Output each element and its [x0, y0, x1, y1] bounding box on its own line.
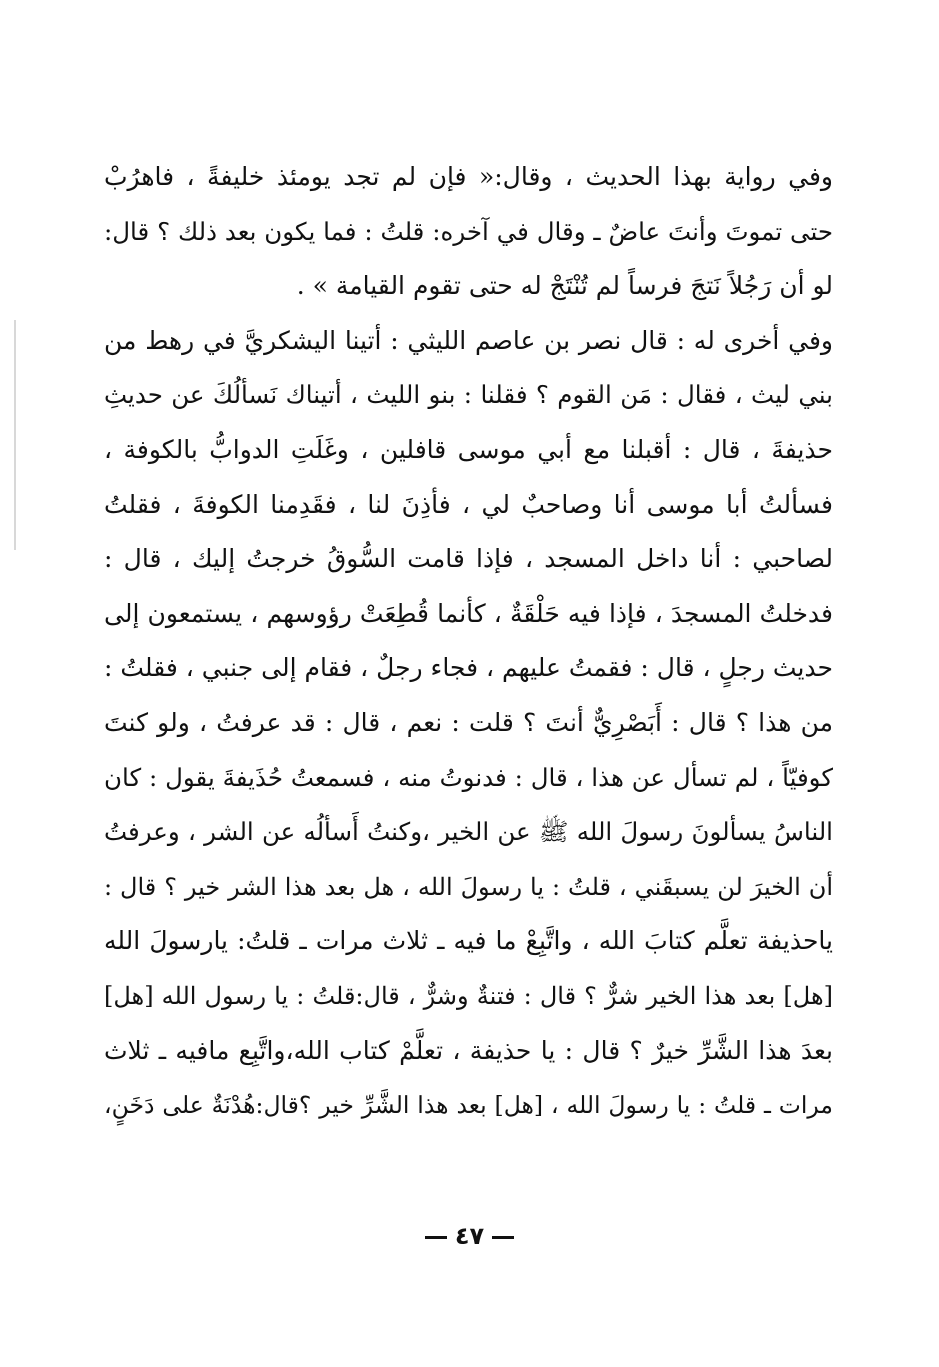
page-number-value: ٤٧	[454, 1222, 485, 1250]
page-number-dash-left	[425, 1236, 447, 1239]
text-line: لو أن رَجُلاً نَتجَ فرساً لم تُنْتَجْ له حتى تقوم القيامة » .	[296, 271, 833, 301]
text-line: فدخلتُ المسجدَ ، فإذا فيه حَلْقَةٌ ، كأنما قُطِعَتْ رؤوسهم ، يستمعون إلى	[104, 598, 833, 628]
text-line: أن الخيرَ لن يسبقَني ، قلتُ : يا رسولَ الله ، هل بعد هذا الشر خير ؟ قال :	[104, 872, 833, 901]
scan-margin-mark	[14, 320, 16, 550]
text-line: بني ليث ، فقال : مَن القوم ؟ فقلنا : بنو الليث ، أتيناك نَسألُكَ عن حديثِ	[104, 380, 833, 410]
text-line: وفي أخرى له : قال نصر بن عاصم الليثي : أتينا اليشكريَّ في رهط من	[104, 325, 833, 355]
text-line: فسألتُ أبا موسى أنا وصاحبٌ لي ، فأذِنَ لنا ، فقَدِمنا الكوفةَ ، فقلتُ	[104, 489, 833, 519]
text-line: كوفيّاً ، لم تسأل عن هذا ، قال : فدنوتُ منه ، فسمعتُ حُذَيفةَ يقول : كان	[104, 762, 833, 792]
text-line: حذيفةَ ، قال : أقبلنا مع أبي موسى قافلين ، وغَلَتِ الدوابُّ بالكوفة ،	[104, 434, 833, 464]
text-line: بعدَ هذا الشَّرِّ خيرٌ ؟ قال : يا حذيفة ، تعلَّمْ كتاب الله،واتَّبِع مافيه ـ ثلاث	[104, 1035, 833, 1065]
text-line: لصاحبي : أنا داخل المسجد ، فإذا قامت السُّوقُ خرجتُ إليك ، قال :	[104, 544, 833, 574]
body-text	[104, 150, 833, 1133]
text-line: [هل] بعد هذا الخير شرٌّ ؟ قال : فتنةٌ وشرٌّ ، قال:قلتُ : يا رسول الله [هل]	[104, 981, 833, 1010]
page-number-dash-right	[492, 1236, 514, 1239]
text-line: من هذا ؟ قال : أَبَصْرِيٌّ أنتَ ؟ قلت : نعم ، قال : قد عرفتُ ، ولو كنتَ	[104, 707, 833, 737]
text-line: وفي رواية بهذا الحديث ، وقال:« فإن لم تجد يومئذ خليفةً ، فاهرُبْ	[104, 162, 833, 191]
text-line: الناسُ يسألونَ رسولَ الله ﷺ عن الخير ،وكنتُ أَسألُه عن الشر ، وعرفتُ	[104, 817, 833, 847]
text-line: حديث رجلٍ ، قال : فقمتُ عليهم ، فجاء رجلٌ ، فقام إلى جنبي ، فقلتُ :	[104, 653, 833, 683]
text-line: مرات ـ قلتُ : يا رسولَ الله ، [هل] بعد هذا الشَّرِّ خير ؟قال:هُدْنَةٌ على دَخَنٍ،	[104, 1091, 833, 1120]
page-number	[0, 1222, 939, 1250]
text-line: ياحذيفة تعلَّم كتابَ الله ، واتَّبِعْ ما فيه ـ ثلاث مرات ـ قلتُ: يارسولَ الله	[104, 926, 833, 956]
text-line: حتى تموتَ وأنتَ عاضٌ ـ وقال في آخره: قلتُ : فما يكون بعد ذلك ؟ قال:	[104, 216, 833, 246]
